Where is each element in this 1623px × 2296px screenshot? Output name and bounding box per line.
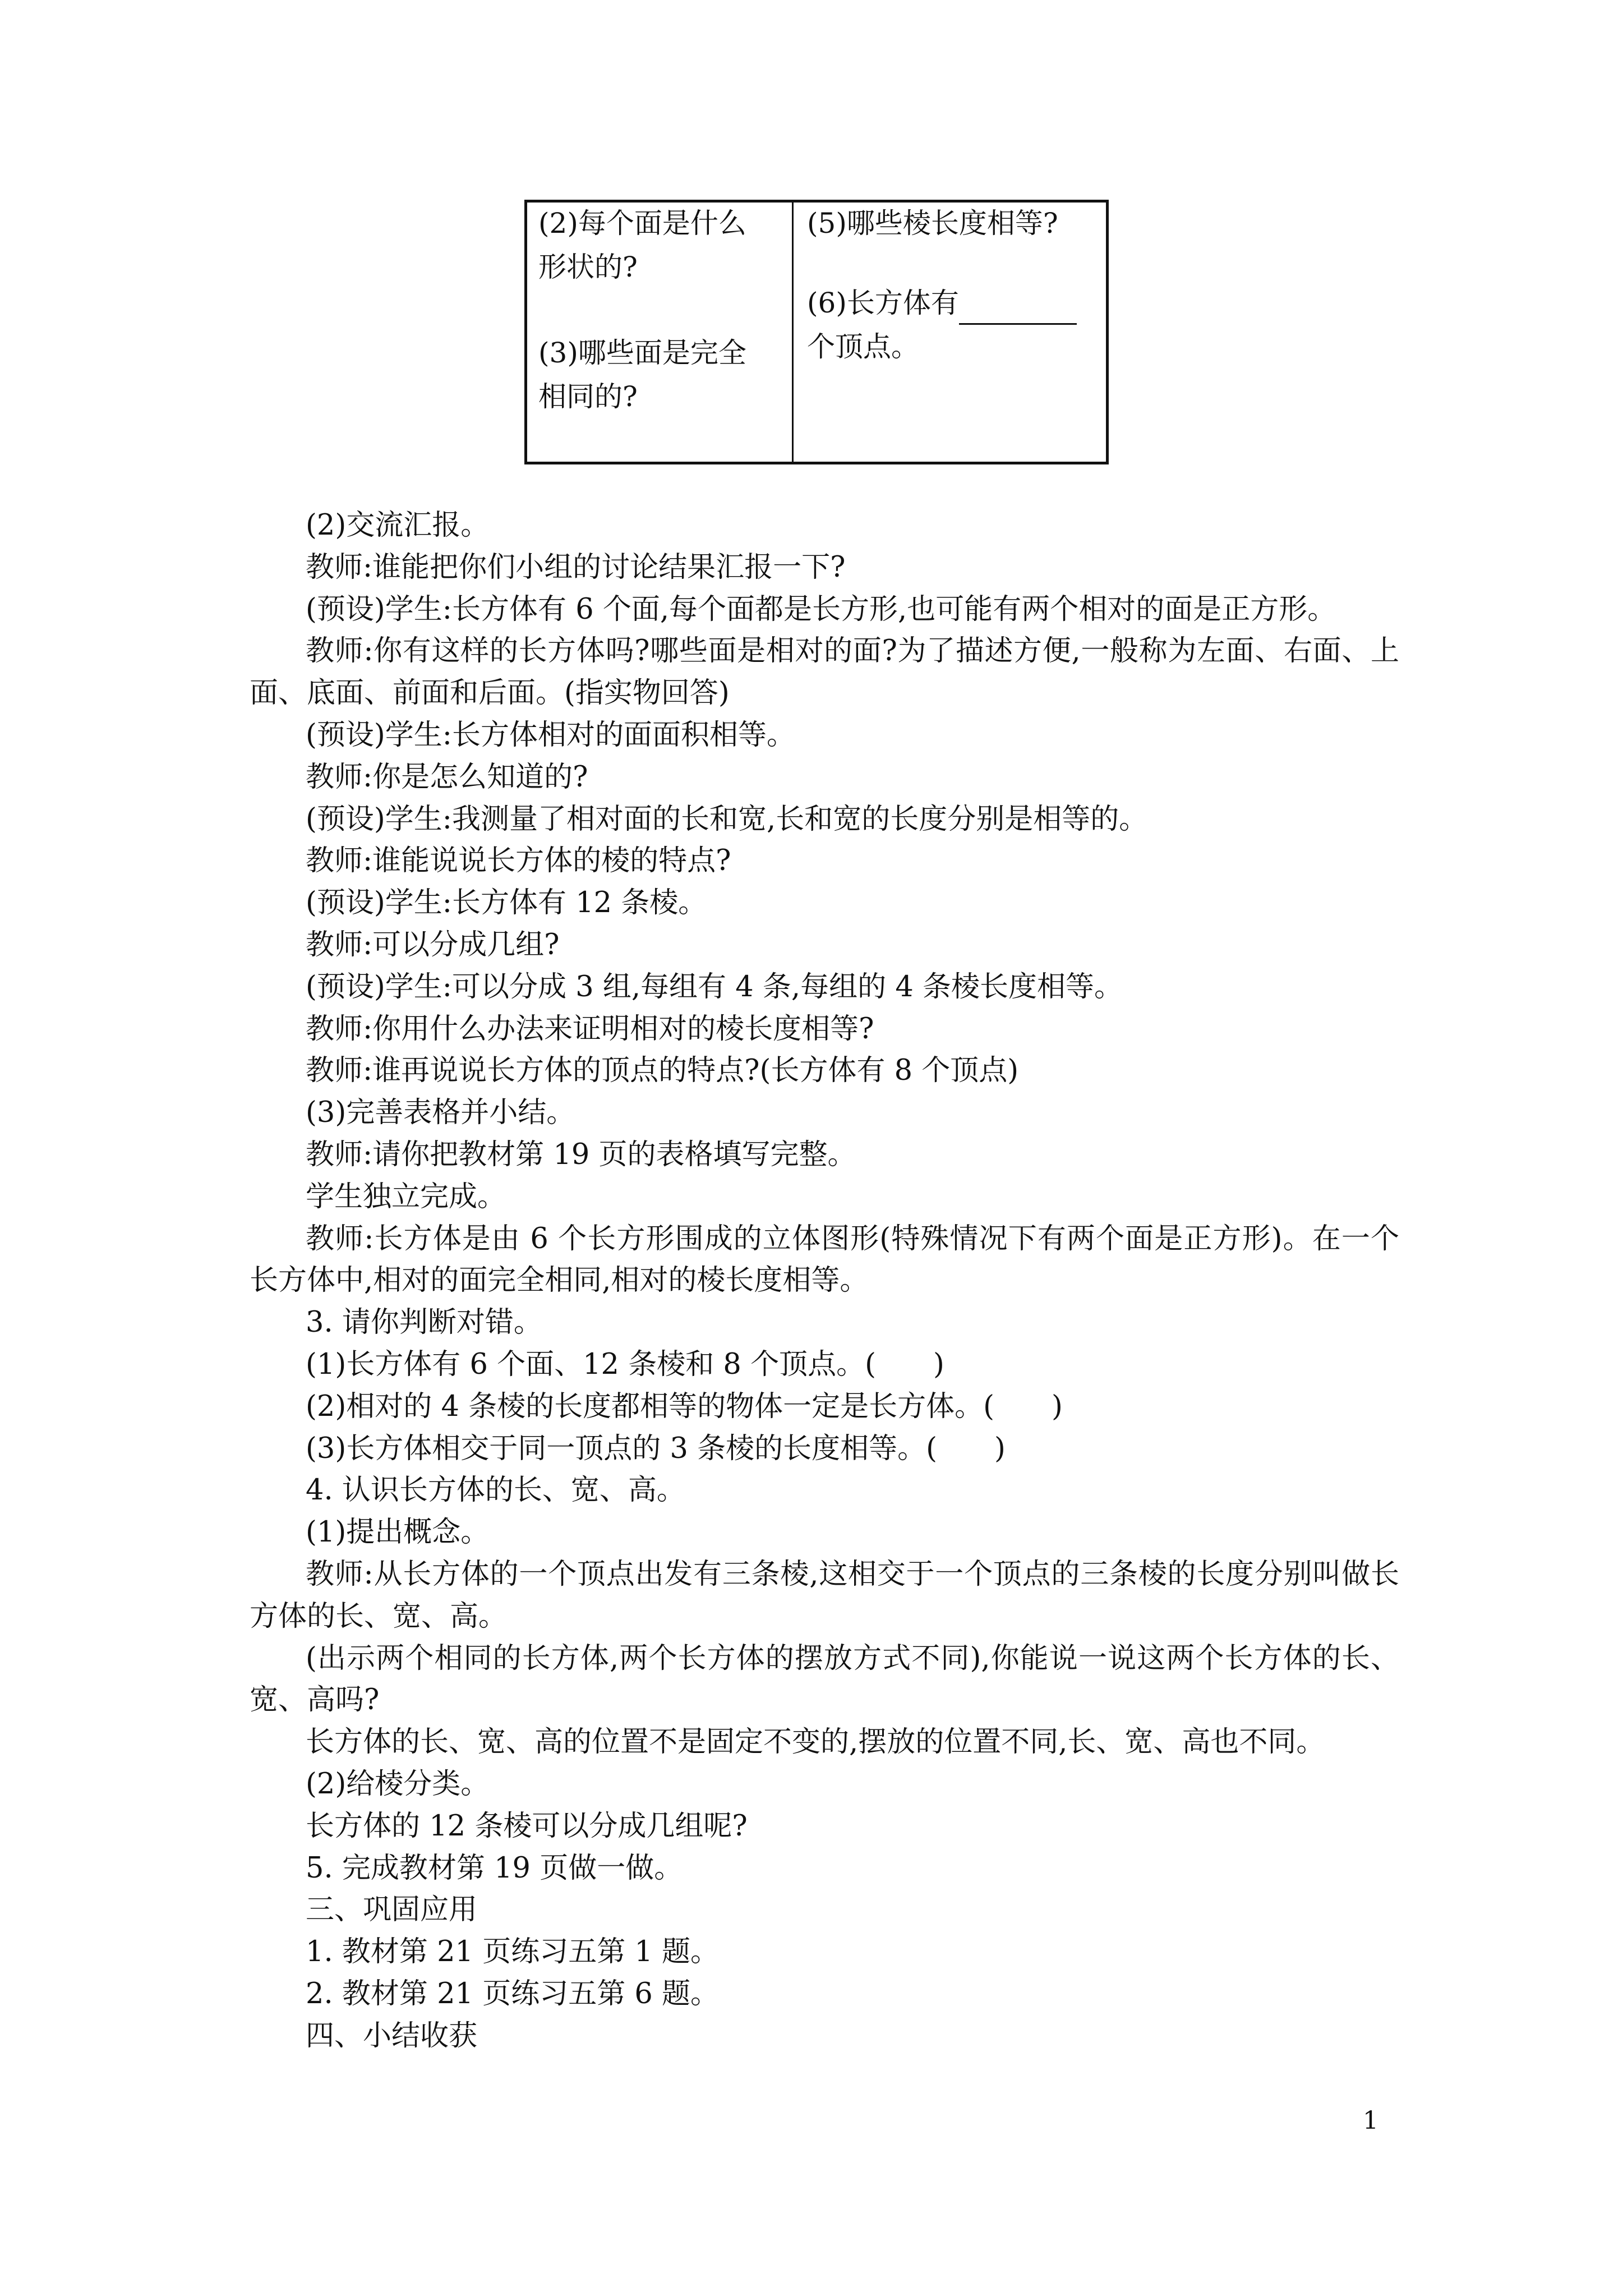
paragraph: 教师:从长方体的一个顶点出发有三条棱,这相交于一个顶点的三条棱的长度分别叫做长方体的长、宽、高。 <box>250 1557 1399 1633</box>
paragraph: (2)交流汇报。 <box>306 509 490 542</box>
table-text: (5)哪些棱长度相等? <box>807 207 1058 240</box>
paragraph: (出示两个相同的长方体,两个长方体的摆放方式不同),你能说一说这两个长方体的长、宽、高吗? <box>250 1641 1399 1717</box>
paragraph: (预设)学生:我测量了相对面的长和宽,长和宽的长度分别是相等的。 <box>306 802 1148 836</box>
paragraph: 学生独立完成。 <box>306 1180 506 1213</box>
paragraph: 教师:长方体是由 6 个长方形围成的立体图形(特殊情况下有两个面是正方形)。在一个长方体中,相对的面完全相同,相对的棱长度相等。 <box>250 1222 1399 1297</box>
question-table <box>524 200 1109 464</box>
paragraph: 教师:你用什么办法来证明相对的棱长度相等? <box>306 1012 874 1046</box>
paragraph: 教师:你是怎么知道的? <box>306 760 588 794</box>
paragraph: (1)长方体有 6 个面、12 条棱和 8 个顶点。( ) <box>306 1347 944 1381</box>
paragraph: 教师:谁能把你们小组的讨论结果汇报一下? <box>306 550 846 584</box>
paragraph: (2)相对的 4 条棱的长度都相等的物体一定是长方体。( ) <box>306 1389 1063 1423</box>
table-text: 形状的? <box>538 251 638 283</box>
paragraph: (预设)学生:可以分成 3 组,每组有 4 条,每组的 4 条棱长度相等。 <box>306 970 1123 1004</box>
table-cell-right <box>794 203 1106 462</box>
paragraph: (预设)学生:长方体有 12 条棱。 <box>306 886 707 920</box>
paragraph: 四、小结收获 <box>306 2019 478 2053</box>
paragraph: 三、巩固应用 <box>306 1893 478 1927</box>
paragraph: (预设)学生:长方体相对的面面积相等。 <box>306 718 795 752</box>
paragraph: 1. 教材第 21 页练习五第 1 题。 <box>306 1935 720 1969</box>
lesson-body <box>250 505 1399 2057</box>
table-text-prefix: (6)长方体有 <box>807 287 959 319</box>
table-cell-left <box>527 203 794 462</box>
table-text: (3)哪些面是完全 <box>538 337 746 369</box>
paragraph: 4. 认识长方体的长、宽、高。 <box>306 1474 685 1507</box>
paragraph: 5. 完成教材第 19 页做一做。 <box>306 1851 683 1885</box>
table-text <box>807 281 1077 325</box>
paragraph: (3)完善表格并小结。 <box>306 1096 575 1130</box>
fill-blank <box>959 289 1077 325</box>
paragraph: (1)提出概念。 <box>306 1516 490 1549</box>
paragraph: 教师:谁能说说长方体的棱的特点? <box>306 844 731 878</box>
paragraph: (2)给棱分类。 <box>306 1767 490 1801</box>
paragraph: 3. 请你判断对错。 <box>306 1306 542 1340</box>
paragraph: (3)长方体相交于同一顶点的 3 条棱的长度相等。( ) <box>306 1432 1006 1465</box>
paragraph: 长方体的长、宽、高的位置不是固定不变的,摆放的位置不同,长、宽、高也不同。 <box>306 1726 1325 1759</box>
paragraph: (预设)学生:长方体有 6 个面,每个面都是长方形,也可能有两个相对的面是正方形。 <box>306 592 1336 626</box>
table-text: 个顶点。 <box>807 330 919 363</box>
paragraph: 2. 教材第 21 页练习五第 6 题。 <box>306 1977 720 2010</box>
paragraph: 教师:请你把教材第 19 页的表格填写完整。 <box>306 1138 856 1171</box>
table-text: (2)每个面是什么 <box>538 207 746 240</box>
paragraph: 长方体的 12 条棱可以分成几组呢? <box>306 1809 748 1843</box>
page-number: 1 <box>1363 2106 1378 2135</box>
paragraph: 教师:你有这样的长方体吗?哪些面是相对的面?为了描述方便,一般称为左面、右面、上面、底面、前面和后面。(指实物回答) <box>250 634 1399 710</box>
paragraph: 教师:可以分成几组? <box>306 928 560 961</box>
paragraph: 教师:谁再说说长方体的顶点的特点?(长方体有 8 个顶点) <box>306 1054 1019 1088</box>
table-text: 相同的? <box>538 380 638 413</box>
